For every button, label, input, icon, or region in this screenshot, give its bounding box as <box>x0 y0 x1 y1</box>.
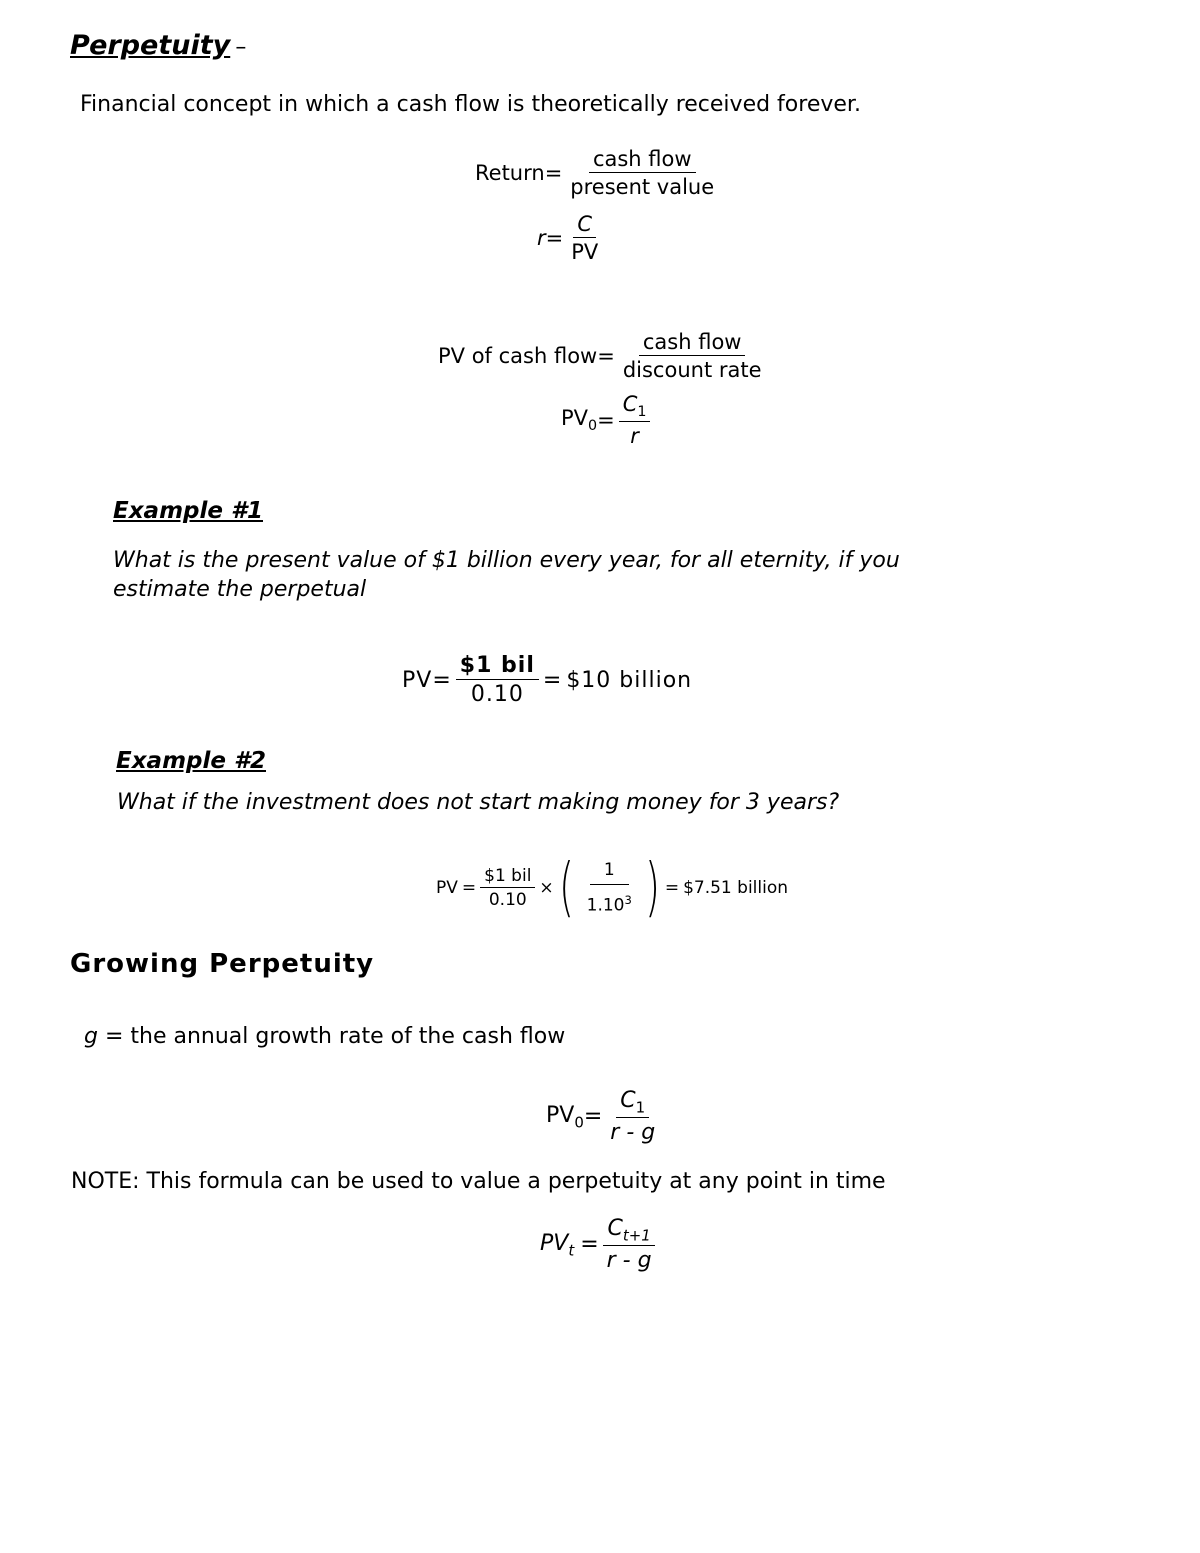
eq-pv0-equals: = <box>597 408 615 433</box>
ex2-equals: = <box>461 878 477 898</box>
eq-pvcf-numerator: cash flow <box>639 330 746 356</box>
eq-pvcf-equals: = <box>597 344 615 368</box>
eq-return-lhs: Return <box>475 161 545 185</box>
example2-title: Example #2 <box>116 748 266 774</box>
ex2-denominator: 0.10 <box>488 890 527 910</box>
grow-pvt-fraction <box>603 1216 656 1273</box>
equation-pv-cash-flow <box>438 330 770 382</box>
grow-pv0-fraction <box>606 1088 659 1145</box>
eq-pv0-fraction <box>619 392 651 448</box>
equation-return <box>475 147 722 199</box>
growing-perpetuity-title: Growing Perpetuity <box>70 949 375 979</box>
ex1-equals: = <box>432 667 452 693</box>
example2-equation <box>436 851 789 925</box>
grow-pv0-equals: = <box>583 1104 603 1130</box>
eq-r-denominator: PV <box>571 240 599 264</box>
title-dash: – <box>235 35 247 60</box>
ex2-inner-denominator: 1.10$^3$ <box>586 893 632 916</box>
ex2-inner-fraction <box>583 860 636 916</box>
grow-pvt-denominator: r - g <box>606 1248 652 1274</box>
grow-pvt-numerator: $C_{t+1}$ <box>603 1216 654 1246</box>
growing-note: NOTE: This formula can be used to value a perpetuity at any point in time <box>71 1169 886 1194</box>
ex1-lhs: PV <box>402 667 433 693</box>
g-symbol: g <box>84 1024 98 1049</box>
ex2-right-paren: ) <box>644 851 660 925</box>
eq-pvcf-lhs: PV of cash flow <box>438 344 598 368</box>
perpetuity-definition: Financial concept in which a cash flow is theoretically received forever. <box>80 92 861 117</box>
grow-pv0-numerator: $C_1$ <box>616 1088 649 1118</box>
ex2-equals-2: = <box>664 878 680 898</box>
perpetuity-heading <box>70 30 246 61</box>
eq-r-equals: = <box>545 226 564 250</box>
eq-pvcf-fraction <box>619 330 766 382</box>
eq-pv0-numerator: $C_1$ <box>619 392 651 422</box>
ex1-result: $10 billion <box>566 667 693 693</box>
example1-equation <box>402 653 692 707</box>
example2-question: What if the investment does not start making money for 3 years? <box>117 790 840 815</box>
g-definition-text: = the annual growth rate of the cash flow <box>97 1024 566 1049</box>
example1-title: Example #1 <box>113 498 263 524</box>
example1-question: What is the present value of $1 billion every year, for all eternity, if you estimate the perpetual <box>113 548 900 602</box>
ex2-result: $7.51 billion <box>683 878 789 898</box>
perpetuity-title: Perpetuity <box>70 30 231 61</box>
eq-r-lhs: r <box>537 226 546 250</box>
grow-pv0-denominator: r - g <box>610 1120 656 1146</box>
eq-return-denominator: present value <box>570 175 715 199</box>
eq-pvcf-denominator: discount rate <box>622 358 762 382</box>
equation-r <box>537 212 606 264</box>
ex1-fraction <box>456 653 539 707</box>
growth-rate-definition <box>84 1024 565 1049</box>
growing-equation-pvt <box>540 1216 660 1273</box>
ex1-denominator: 0.10 <box>470 682 524 707</box>
ex2-inner-numerator: 1 <box>590 860 629 885</box>
ex2-fraction <box>480 866 535 910</box>
grow-pvt-lhs: $PV_t$ <box>540 1230 575 1259</box>
eq-return-numerator: cash flow <box>589 147 696 173</box>
grow-pvt-equals: = <box>580 1232 599 1258</box>
eq-r-numerator: C <box>573 212 596 238</box>
ex1-numerator: $1 bil <box>456 653 539 680</box>
eq-r-fraction <box>567 212 602 264</box>
equation-pv0 <box>561 392 654 448</box>
eq-return-fraction <box>566 147 718 199</box>
ex2-lhs: PV <box>436 878 458 898</box>
grow-pv0-lhs: $PV_0$ <box>546 1102 584 1131</box>
ex2-times: × <box>539 878 554 898</box>
ex2-left-paren: ( <box>558 851 574 925</box>
growing-equation-pv0 <box>546 1088 663 1145</box>
ex2-numerator: $1 bil <box>480 866 535 888</box>
eq-pv0-denominator: r <box>630 424 639 449</box>
eq-return-equals: = <box>544 161 563 185</box>
eq-pv0-lhs: $PV_0$ <box>561 406 598 435</box>
ex1-equals-2: = <box>542 667 563 693</box>
